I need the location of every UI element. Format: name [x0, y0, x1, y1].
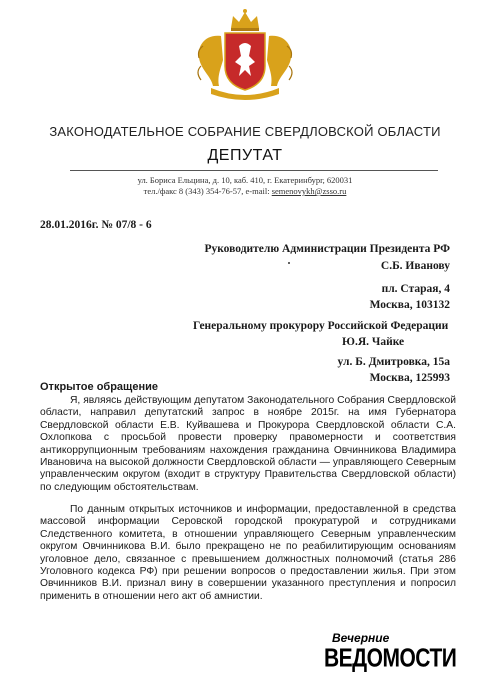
recipient-1-title: Руководителю Администрации Президента РФ — [204, 243, 450, 255]
recipient-1-name: С.Б. Иванову — [380, 260, 450, 272]
body-paragraph-1: Я, являясь действующим депутатом Законодательного Собрания Свердловской области, направил депутатский запрос в ноябре 2015г. на имя Губернатора Свердловской области Е.В. Куйвашева и Прокурора Свердловской области С.А. Охлопкова с просьбой провести проверку правомерности и соответствия антикоррупционным требованиям нахождения гражданина Овчинникова Владимира Ивановича на высокой должности Свердловской области — управляющего Северным управленческим округом (входит в структуру Правительства Свердловской области) по следующим обстоятельствам. — [40, 395, 456, 493]
header-divider — [70, 170, 438, 171]
recipient-2-title: Генеральному прокурору Российской Федерации — [193, 320, 449, 332]
recipient-2-city: Москва, 125993 — [369, 372, 450, 384]
recipient-1-street: пл. Старая, 4 — [381, 283, 450, 295]
watermark-main-text: ВЕДОМОСТИ — [324, 644, 457, 673]
coat-of-arms-emblem — [183, 6, 307, 106]
dot-mark — [288, 262, 290, 264]
newspaper-watermark-logo — [324, 631, 457, 681]
document-reference: 28.01.2016г. № 07/8 - 6 — [40, 219, 152, 231]
recipient-1-city: Москва, 103132 — [369, 299, 450, 311]
deputy-title: ДЕПУТАТ — [207, 147, 283, 164]
sender-contacts — [0, 186, 490, 196]
recipient-2-street: ул. Б. Дмитровка, 15а — [337, 356, 450, 368]
org-name: ЗАКОНОДАТЕЛЬНОЕ СОБРАНИЕ СВЕРДЛОВСКОЙ ОБЛАСТИ — [49, 124, 441, 139]
watermark-top-text: Вечерние — [332, 631, 390, 645]
recipient-2-name: Ю.Я. Чайке — [342, 336, 405, 348]
phone-fax: тел./факс 8 (343) 354-76-57, e-mail: — [143, 186, 272, 196]
sender-address: ул. Бориса Ельцина, д. 10, каб. 410, г. Екатеринбург, 620031 — [137, 175, 353, 185]
body-paragraph-2: По данным открытых источников и информации, предоставленной в средства массовой информации Серовской городской прокуратурой и сотрудниками Следственного комитета, в отношении управляющего Северным управленческим округом Овчинникова В.И. было прекращено не по реабилитирующим основаниям уголовное дело, связанное с превышением должностных полномочий (статья 286 Уголовного кодекса РФ) при решении вопросов о предоставлении жилья. При этом Овчинников В.И. признал вину в совершении указанного преступления и попросил применить в отношении него акт об амнистии. — [40, 504, 456, 602]
email-link[interactable]: semenovykh@zsso.ru — [271, 186, 347, 196]
appeal-heading: Открытое обращение — [40, 381, 158, 393]
